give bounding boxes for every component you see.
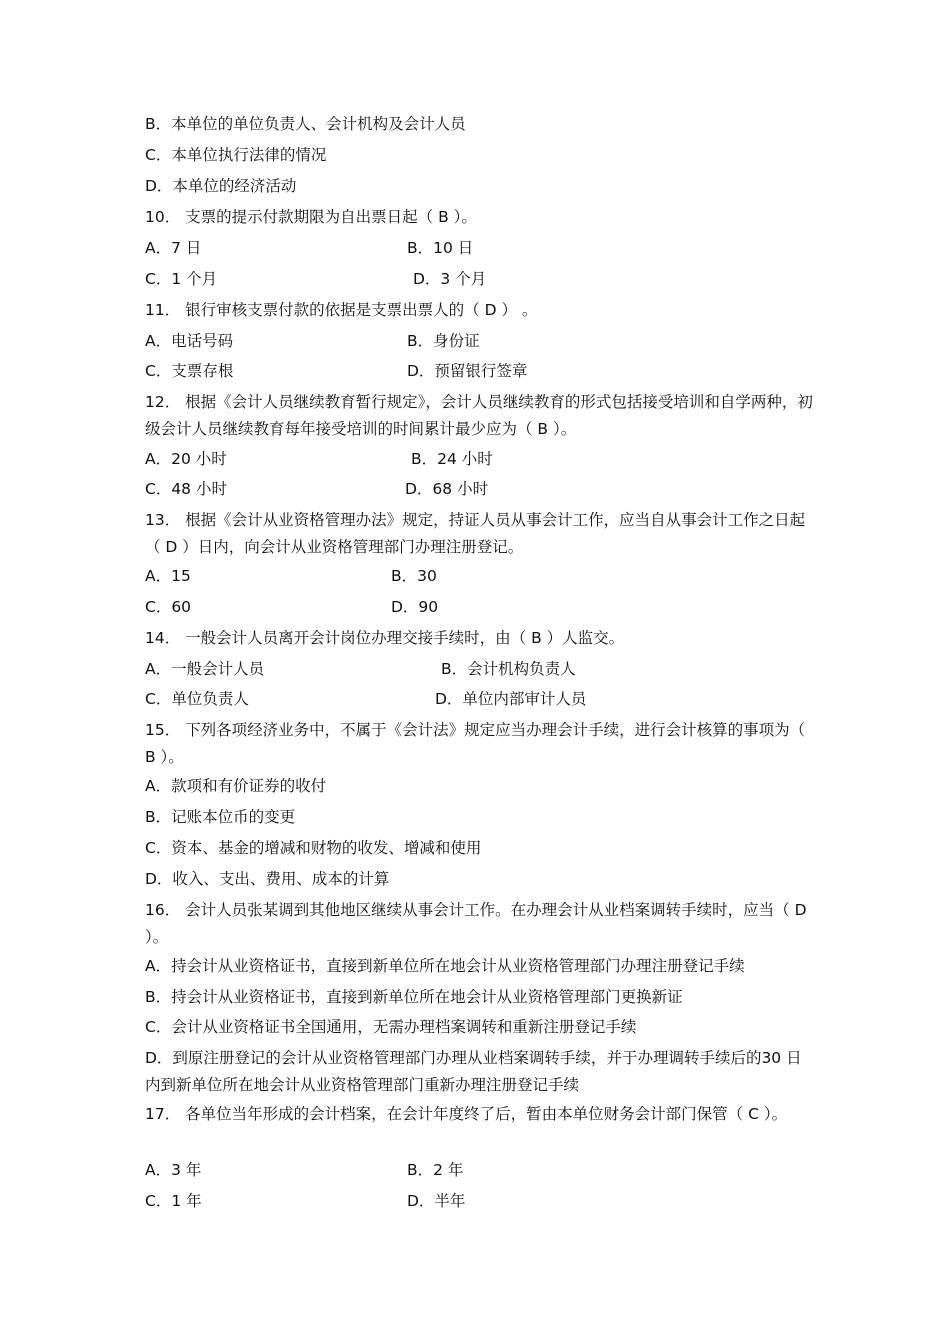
option-14-d: D．单位内部审计人员 <box>435 690 587 708</box>
question-13: 13． 根据《会计从业资格管理办法》规定，持证人员从事会计工作，应当自从事会计工作之日起（ D ）日内，向会计从业资格管理部门办理注册登记。 <box>145 511 806 556</box>
option-12-c: C．48 小时 <box>145 480 227 498</box>
question-12: 12． 根据《会计人员继续教育暂行规定》，会计人员继续教育的形式包括接受培训和自学两种，初级会计人员继续教育每年接受培训的时间累计最少应为（ B ）。 <box>145 393 813 438</box>
option-13-c: C．60 <box>145 598 192 616</box>
option-10-b: B．10 日 <box>407 239 474 257</box>
question-17: 17． 各单位当年形成的会计档案，在会计年度终了后，暂由本单位财务会计部门保管（ C ）。 <box>145 1105 788 1123</box>
option-14-c: C．单位负责人 <box>145 690 249 708</box>
option-17-a: A．3 年 <box>145 1161 202 1179</box>
option-10-d: D．3 个月 <box>413 270 487 288</box>
option-15-b: B．记账本位币的变更 <box>145 808 296 826</box>
option-16-c: C．会计从业资格证书全国通用，无需办理档案调转和重新注册登记手续 <box>145 1018 637 1036</box>
option-13-d: D．90 <box>391 598 439 616</box>
option-14-b: B．会计机构负责人 <box>441 660 576 678</box>
option-12-b: B．24 小时 <box>411 450 493 468</box>
option-17-d: D．半年 <box>407 1192 466 1210</box>
option-16-a: A．持会计从业资格证书，直接到新单位所在地会计从业资格管理部门办理注册登记手续 <box>145 957 745 975</box>
option-12-a: A．20 小时 <box>145 450 227 468</box>
question-16: 16． 会计人员张某调到其他地区继续从事会计工作。在办理会计从业档案调转手续时，应当（ D ）。 <box>145 901 807 946</box>
option-11-b: B．身份证 <box>407 332 480 350</box>
option-11-d: D．预留银行签章 <box>407 362 528 380</box>
option-11-a: A．电话号码 <box>145 332 234 350</box>
option-9-c: C．本单位执行法律的情况 <box>145 146 327 164</box>
question-11: 11． 银行审核支票付款的依据是支票出票人的（ D ） 。 <box>145 301 538 319</box>
option-9-b: B．本单位的单位负责人、会计机构及会计人员 <box>145 115 466 133</box>
question-10: 10． 支票的提示付款期限为自出票日起（ B ）。 <box>145 208 477 226</box>
option-11-c: C．支票存根 <box>145 362 234 380</box>
option-10-a: A．7 日 <box>145 239 202 257</box>
option-16-b: B．持会计从业资格证书，直接到新单位所在地会计从业资格管理部门更换新证 <box>145 988 683 1006</box>
option-15-a: A．款项和有价证券的收付 <box>145 777 327 795</box>
option-9-d: D．本单位的经济活动 <box>145 177 297 195</box>
option-13-b: B．30 <box>391 567 437 585</box>
question-14: 14． 一般会计人员离开会计岗位办理交接手续时，由（ B ）人监交。 <box>145 629 625 647</box>
option-16-d: D．到原注册登记的会计从业资格管理部门办理从业档案调转手续，并于办理调转手续后的30 日内到新单位所在地会计从业资格管理部门重新办理注册登记手续 <box>145 1049 802 1094</box>
option-17-b: B．2 年 <box>407 1161 464 1179</box>
option-15-c: C．资本、基金的增减和财物的收发、增减和使用 <box>145 839 482 857</box>
option-13-a: A．15 <box>145 567 191 585</box>
option-15-d: D．收入、支出、费用、成本的计算 <box>145 870 390 888</box>
option-14-a: A．一般会计人员 <box>145 660 265 678</box>
option-12-d: D．68 小时 <box>405 480 489 498</box>
option-17-c: C．1 年 <box>145 1192 202 1210</box>
question-15: 15． 下列各项经济业务中，不属于《会计法》规定应当办理会计手续，进行会计核算的事项为（ B ）。 <box>145 721 806 766</box>
option-10-c: C．1 个月 <box>145 270 218 288</box>
